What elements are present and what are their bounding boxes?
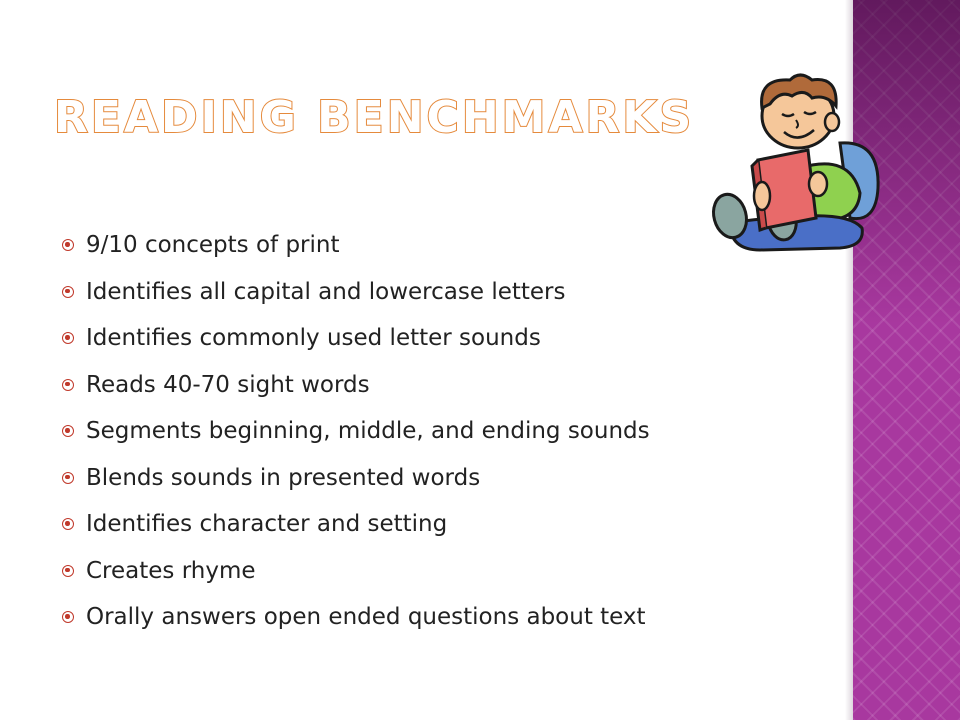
bullet-item (62, 408, 650, 455)
bullet-text: Identifies all capital and lowercase letters (86, 278, 566, 305)
circle-dot-icon (62, 379, 74, 391)
slide-title: READING BENCHMARKS (54, 92, 695, 143)
bullet-text: Reads 40-70 sight words (86, 371, 370, 398)
bullet-text: 9/10 concepts of print (86, 232, 340, 259)
bullet-item (62, 362, 650, 409)
bullet-item (62, 455, 650, 502)
bullet-text: Segments beginning, middle, and ending sounds (86, 418, 650, 445)
circle-dot-icon (62, 518, 74, 530)
bullet-text: Orally answers open ended questions about text (86, 604, 646, 631)
circle-dot-icon (62, 611, 74, 623)
bullet-item (62, 594, 650, 641)
circle-dot-icon (62, 565, 74, 577)
circle-dot-icon (62, 239, 74, 251)
bullet-item (62, 315, 650, 362)
bullet-list (62, 222, 650, 641)
boy-reading-book-icon (700, 68, 890, 258)
bullet-text: Blends sounds in presented words (86, 464, 481, 491)
circle-dot-icon (62, 286, 74, 298)
bullet-text: Identifies commonly used letter sounds (86, 325, 541, 352)
circle-dot-icon (62, 425, 74, 437)
bullet-text: Identifies character and setting (86, 511, 448, 538)
circle-dot-icon (62, 472, 74, 484)
bullet-item (62, 501, 650, 548)
bullet-text: Creates rhyme (86, 557, 256, 584)
bullet-item (62, 548, 650, 595)
bullet-item (62, 269, 650, 316)
bullet-item (62, 222, 650, 269)
circle-dot-icon (62, 332, 74, 344)
